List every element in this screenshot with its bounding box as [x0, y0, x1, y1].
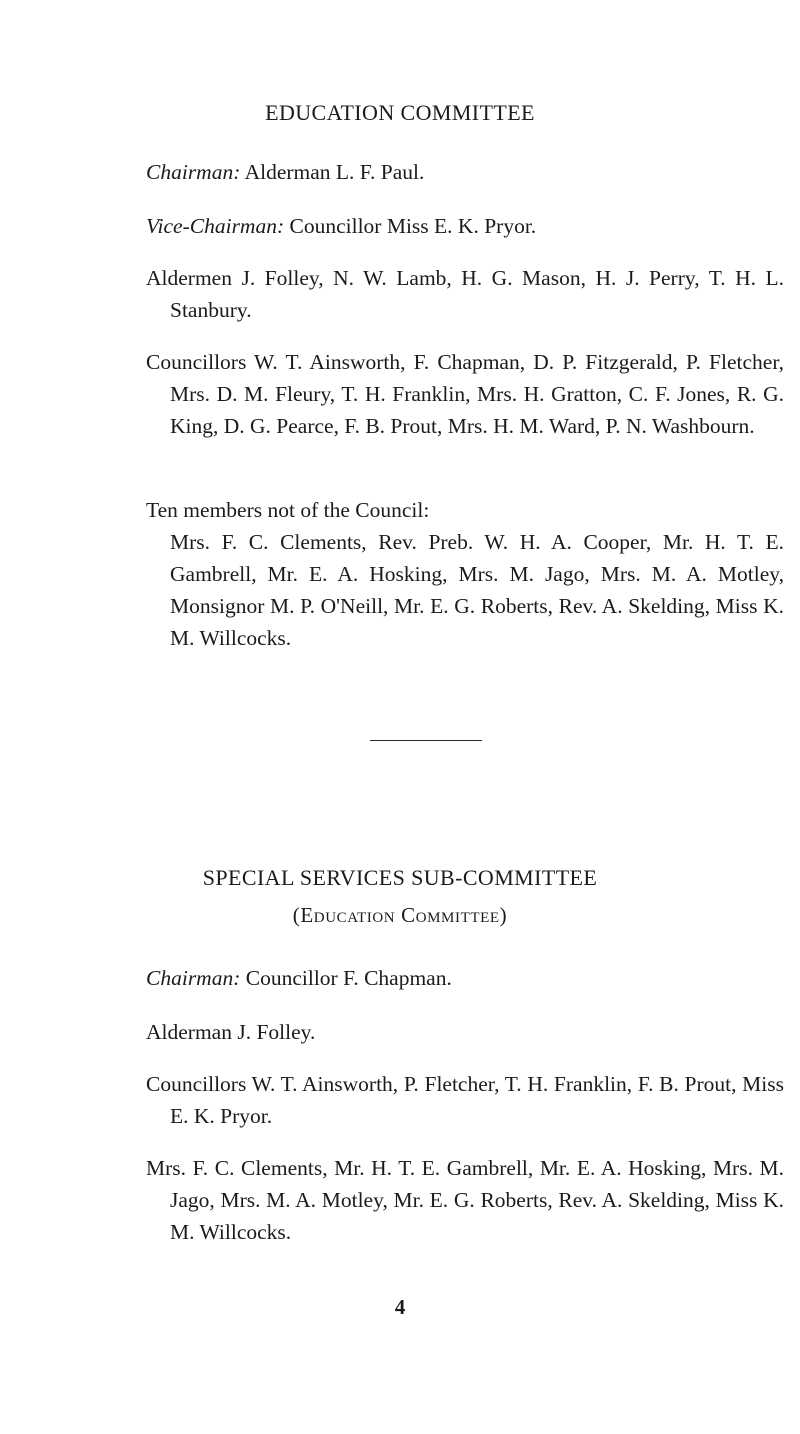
- aldermen-paragraph: Aldermen J. Folley, N. W. Lamb, H. G. Mason, H. J. Perry, T. H. L. Stanbury.: [146, 266, 784, 322]
- ss-alderman-line: Alderman J. Folley.: [146, 1020, 316, 1044]
- ss-others-paragraph: Mrs. F. C. Clements, Mr. H. T. E. Gambrell, Mr. E. A. Hosking, Mrs. M. Jago, Mrs. M. A. Motley, Mr. E. G. Roberts, Rev. A. Skelding, Miss K. M. Willcocks.: [146, 1156, 784, 1244]
- non-members-list: Mrs. F. C. Clements, Rev. Preb. W. H. A. Cooper, Mr. H. T. E. Gambrell, Mr. E. A. Hosking, Mrs. M. Jago, Mrs. M. A. Motley, Monsignor M. P. O'Neill, Mr. E. G. Roberts, Rev. A. Skelding, Miss K. M. Willcocks.: [170, 530, 784, 650]
- chairman-value: Alderman L. F. Paul.: [244, 160, 425, 184]
- ss-councillors-paragraph: Councillors W. T. Ainsworth, P. Fletcher, T. H. Franklin, F. B. Prout, Miss E. K. Pryor.: [146, 1072, 784, 1128]
- vice-chairman-label: Vice-Chairman:: [146, 214, 285, 238]
- vice-chairman-line: [146, 210, 784, 242]
- special-services-title: SPECIAL SERVICES SUB-COMMITTEE: [202, 865, 598, 890]
- councillors-paragraph: Councillors W. T. Ainsworth, F. Chapman, D. P. Fitzgerald, P. Fletcher, Mrs. D. M. Fleury, T. H. Franklin, Mrs. H. Gratton, C. F. Jones, R. G. King, D. G. Pearce, F. B. Prout, Mrs. H. M. Ward, P. N. Washbourn.: [146, 350, 784, 438]
- vice-chairman-value: Councillor Miss E. K. Pryor.: [289, 214, 537, 238]
- special-services-subtitle: (Education Committee): [292, 903, 508, 927]
- ss-chairman-label: Chairman:: [146, 966, 241, 990]
- ss-chairman-value: Councillor F. Chapman.: [245, 966, 452, 990]
- chairman-label: Chairman:: [146, 160, 241, 184]
- ss-chairman-line: [146, 962, 784, 994]
- education-committee-title: EDUCATION COMMITTEE: [265, 100, 535, 125]
- page-number: 4: [394, 1295, 406, 1319]
- chairman-line: [146, 156, 784, 188]
- section-divider: [370, 740, 482, 741]
- non-members-intro: Ten members not of the Council:: [146, 498, 430, 522]
